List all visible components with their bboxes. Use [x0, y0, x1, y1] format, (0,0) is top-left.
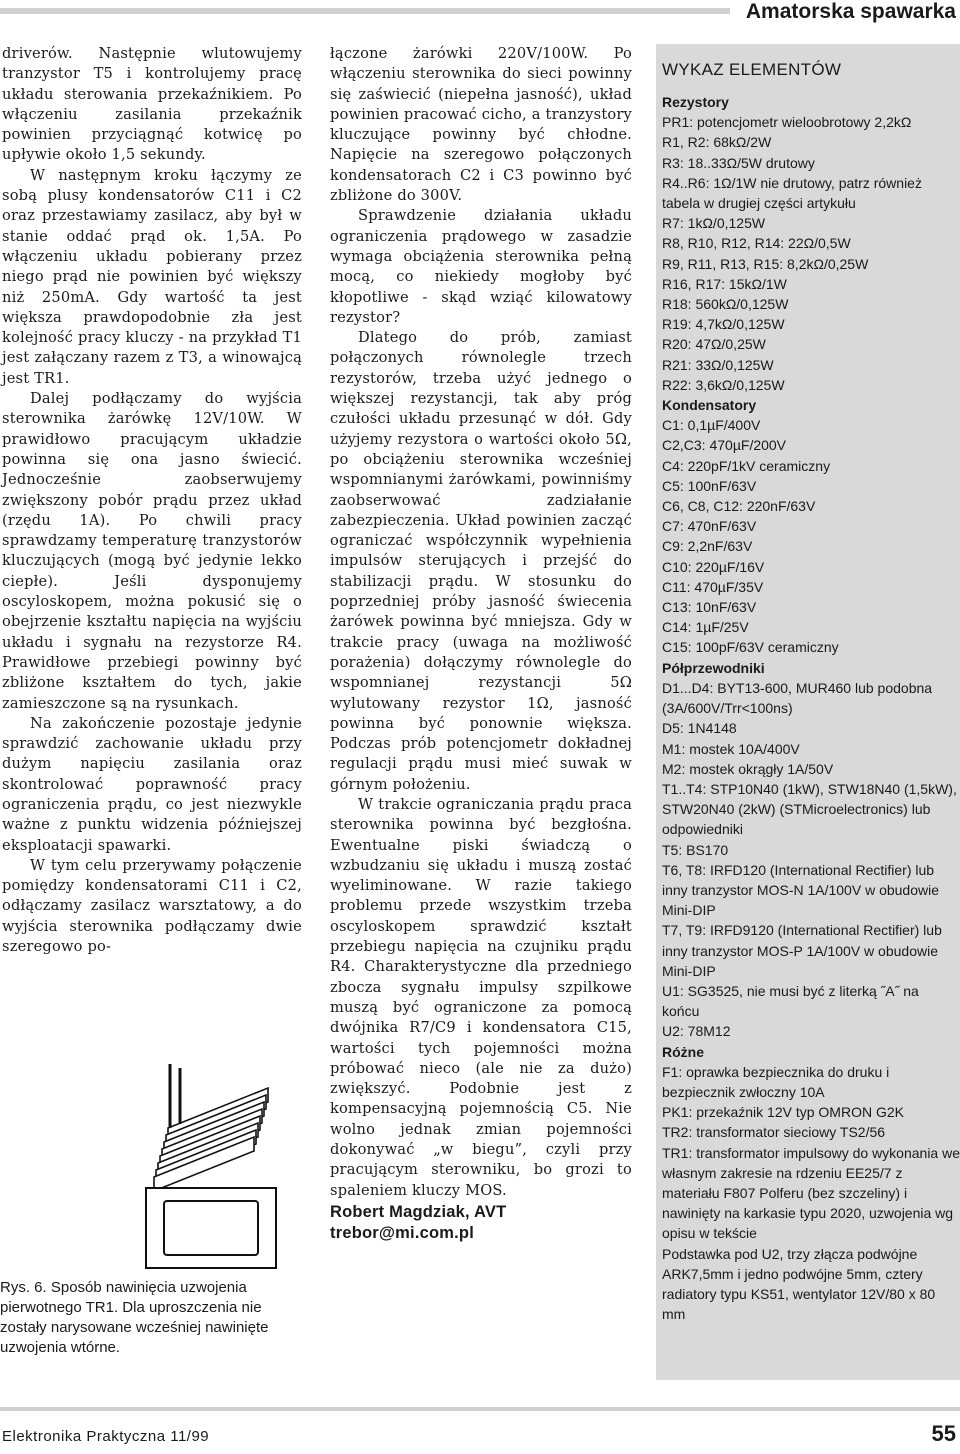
parts-list-item: R21: 33Ω/0,125W: [662, 356, 774, 373]
parts-list-item: C6, C8, C12: 220nF/63V: [662, 498, 816, 515]
parts-list-item: C13: 10nF/63V: [662, 599, 757, 616]
page-number: 55: [931, 1421, 956, 1446]
paragraph: Dalej podłączamy do wyjścia sterownika żarówkę 12V/10W. W prawidłowo pracującym układzie powinna się ona jasno świecić. Jednocześnie zaobserwujemy zwiększony pobór prądu przez układ (rzędu 1A). Po chwili pracy sprawdzamy temperaturę tranzystorów kluczujących (mogą być jedynie lekko ciepłe). Jeśli dysponujemy oscyloskopem, można pokusić się o obejrzenie kształtu napięcia na wyjściu układu i sygnału na rezystorze R4. Prawidłowe przebiegi powinny być zbliżone kształtem do tych, jakie zamieszczone są na rysunkach.: [2, 390, 302, 712]
parts-list-item: R19: 4,7kΩ/0,125W: [662, 316, 785, 333]
parts-list-item: C4: 220pF/1kV ceramiczny: [662, 457, 831, 474]
footer-rule: [0, 1407, 960, 1411]
text-column-2: [330, 44, 632, 1243]
parts-list-title: WYKAZ ELEMENTÓW: [662, 60, 842, 79]
author-name: Robert Magdziak, AVT: [330, 1202, 507, 1221]
paragraph: W trakcie ograniczania prądu praca sterownika powinna być bezgłośna. Ewentualne piski świadczą o wzbudzaniu się układu i muszą zostać wyeliminowane. W razie takiego problemu przede wszystkim trzeba oscyloskopem sprawdzić kształt przebiegu napięcia na czujniku prądu R4. Charakterystyczne dla przedniego zbocza sygnału impulsy szpilkowe muszą być ograniczone za pomocą dwójnika R7/C9 i kondensatora C15, wartości tych pojemności można próbować nieco (ale nie za dużo) zwiększyć. Podobnie jest z kompensacyjną pojemnością C5. Nie wolno jednak zmian pojemności dokonywać „w biegu”, czyli przy pracującym sterowniku, bo grozi to spaleniem kluczy MOS.: [330, 795, 632, 1199]
parts-section-heading: Półprzewodniki: [662, 659, 765, 676]
paragraph: łączone żarówki 220V/100W. Po włączeniu sterownika do sieci powinny się zaświecić (niepełna jasność), układ powinien pracować cicho, a tranzystory kluczujące powinny być chłodne. Napięcie na szeregowo połączonych kondensatorach C2 i C3 powinno być zbliżone do 300V.: [330, 45, 632, 205]
parts-list-item: C7: 470nF/63V: [662, 518, 757, 535]
parts-list-item: D1...D4: BYT13-600, MUR460 lub podobna (3A/600V/Trr<100ns): [662, 679, 933, 717]
parts-section-heading: Kondensatory: [662, 397, 757, 414]
parts-list-item: R9, R11, R13, R15: 8,2kΩ/0,25W: [662, 255, 869, 272]
parts-list-item: M1: mostek 10A/400V: [662, 740, 800, 757]
parts-list-body: [662, 92, 960, 1324]
parts-list-item: T5: BS170: [662, 841, 729, 858]
parts-list-item: R20: 47Ω/0,25W: [662, 336, 766, 353]
paragraph: driverów. Następnie wlutowujemy tranzystor T5 i kontrolujemy pracę układu sterowania przekaźnikiem. Po włączeniu zasilania przekaźnik powinien przyciągnąć kotwicę po upływie około 1,5 sekundy.: [2, 45, 302, 164]
parts-list-item: C9: 2,2nF/63V: [662, 538, 753, 555]
parts-list-item: TR1: transformator impulsowy do wykonania we własnym zakresie na rdzeniu EE25/7 z materiału F807 Polferu (bez szczeliny) i nawinięty na karkasie typu 2020, uzwojenia wg opisu w tekście: [662, 1144, 960, 1242]
parts-list-item: PK1: przekaźnik 12V typ OMRON G2K: [662, 1104, 904, 1121]
bobbin-inner: [164, 1201, 258, 1255]
parts-list-item: T1..T4: STP10N40 (1kW), STW18N40 (1,5kW), STW20N40 (2kW) (STMicroelectronics) lub odpowiedniki: [662, 780, 957, 838]
parts-list-item: T7, T9: IRFD9120 (International Rectifier) lub inny tranzystor MOS-P 1A/100V w obudowie Mini-DIP: [662, 922, 942, 979]
parts-list-item: R1, R2: 68kΩ/2W: [662, 134, 772, 151]
author-email[interactable]: trebor@mi.com.pl: [330, 1223, 474, 1242]
parts-list-item: Podstawka pod U2, trzy złącza podwójne ARK7,5mm i jedno podwójne 5mm, cztery radiatory typu KS51, wentylator 12V/80 x 80 mm: [662, 1245, 936, 1323]
parts-list-item: C1: 0,1µF/400V: [662, 417, 761, 434]
figure-caption: Rys. 6. Sposób nawinięcia uzwojenia pierwotnego TR1. Dla uproszczenia nie zostały narysowane wcześniej nawinięte uzwojenia wtórne.: [0, 1279, 269, 1356]
parts-list-item: F1: oprawka bezpiecznika do druku i bezpiecznik zwłoczny 10A: [662, 1063, 890, 1100]
parts-list-item: R7: 1kΩ/0,125W: [662, 215, 766, 232]
header-rule: [0, 8, 730, 14]
parts-list-item: C10: 220µF/16V: [662, 558, 765, 575]
text-column-1: [2, 44, 302, 957]
parts-list-item: U2: 78M12: [662, 1023, 731, 1040]
magazine-issue: Elektronika Praktyczna 11/99: [2, 1428, 210, 1445]
parts-list-item: M2: mostek okrągły 1A/50V: [662, 760, 834, 777]
parts-list-item: PR1: potencjometr wieloobrotowy 2,2kΩ: [662, 114, 912, 131]
parts-list-item: R8, R10, R12, R14: 22Ω/0,5W: [662, 235, 851, 252]
parts-list-item: R3: 18..33Ω/5W drutowy: [662, 154, 815, 171]
parts-list-item: C14: 1µF/25V: [662, 619, 749, 636]
parts-list-item: C11: 470µF/35V: [662, 578, 764, 595]
parts-section-heading: Różne: [662, 1043, 704, 1060]
parts-list-item: R4..R6: 1Ω/1W nie drutowy, patrz również tabela w drugiej części artykułu: [662, 174, 922, 212]
parts-list-box: [656, 44, 960, 1380]
winding-figure: [140, 1058, 300, 1273]
paragraph: Sprawdzenie działania układu ograniczenia prądowego w zasadzie wymaga obciążenia sterownika pełną mocą, co niekiedy mogłoby być kłopotliwe - skąd wziąć kilowatowy rezystor?: [330, 207, 632, 326]
paragraph: W następnym kroku łączymy ze sobą plusy kondensatorów C11 i C2 oraz przestawiamy zasilacz, aby był w stanie oddać prąd ok. 1,5A. Po włączeniu układu pobierany przez niego prąd nie powinien być większy niż 250mA. Gdy wartość ta jest większa prawdopodobnie zła jest kolejność pracy kluczy - na przykład T1 jest załączany razem z T3, a winowajcą jest TR1.: [2, 166, 302, 387]
parts-list-item: C5: 100nF/63V: [662, 477, 757, 494]
paragraph: W tym celu przerywamy połączenie pomiędzy kondensatorami C11 i C2, odłączamy zasilacz warsztatowy, a do wyjścia sterownika podłączamy dwie szeregowo po-: [2, 856, 302, 956]
parts-list-item: R16, R17: 15kΩ/1W: [662, 275, 787, 292]
parts-list-item: C2,C3: 470µF/200V: [662, 437, 787, 454]
running-head-title: Amatorska spawarka: [745, 0, 956, 23]
paragraph: Na zakończenie pozostaje jedynie sprawdzić zachowanie układu przy dużym napięciu zasilania oraz skontrolować poprawność pracy ograniczenia prądu, co jest niezwykle ważne z punktu widzenia późniejszej eksploatacji spawarki.: [2, 714, 302, 854]
parts-list-item: T6, T8: IRFD120 (International Rectifier) lub inny tranzystor MOS-N 1A/100V w obudowie Mini-DIP: [662, 861, 940, 919]
paragraph: Dlatego do prób, zamiast połączonych równolegle trzech rezystorów, trzeba użyć jednego o większej rezystancji, tak aby próg czułości układu przesunąć w dół. Gdy użyjemy rezystora o wartości około 5Ω, po obciążeniu sterownika wcześniej wspomnianymi żarówkami, powinniśmy zaobserwować zadziałanie zabezpieczenia. Układ powinien zacząć ograniczać współczynnik wypełnienia impulsów sterujących i przejść do stabilizacji prądu. W stosunku do poprzedniej próby jasność świecenia żarówek powinna być mniejsza. Gdy w trakcie pracy (uwaga na możliwość porażenia) dołączymy równolegle do wspomnianej rezystancji 5Ω wylutowany rezystor 1Ω, jasność powinna być ponownie większa. Podczas prób potencjometr dokładnej regulacji prądu musi mieć suwak w górnym położeniu.: [330, 329, 632, 793]
parts-list-item: D5: 1N4148: [662, 720, 737, 737]
parts-list-item: C15: 100pF/63V ceramiczny: [662, 639, 839, 656]
parts-list-item: R22: 3,6kΩ/0,125W: [662, 376, 785, 393]
parts-section-heading: Rezystory: [662, 94, 729, 110]
parts-list-item: U1: SG3525, nie musi być z literką ˝A˝ na końcu: [662, 982, 919, 1020]
parts-list-item: R18: 560kΩ/0,125W: [662, 296, 789, 313]
parts-list-item: TR2: transformator sieciowy TS2/56: [662, 1124, 886, 1141]
